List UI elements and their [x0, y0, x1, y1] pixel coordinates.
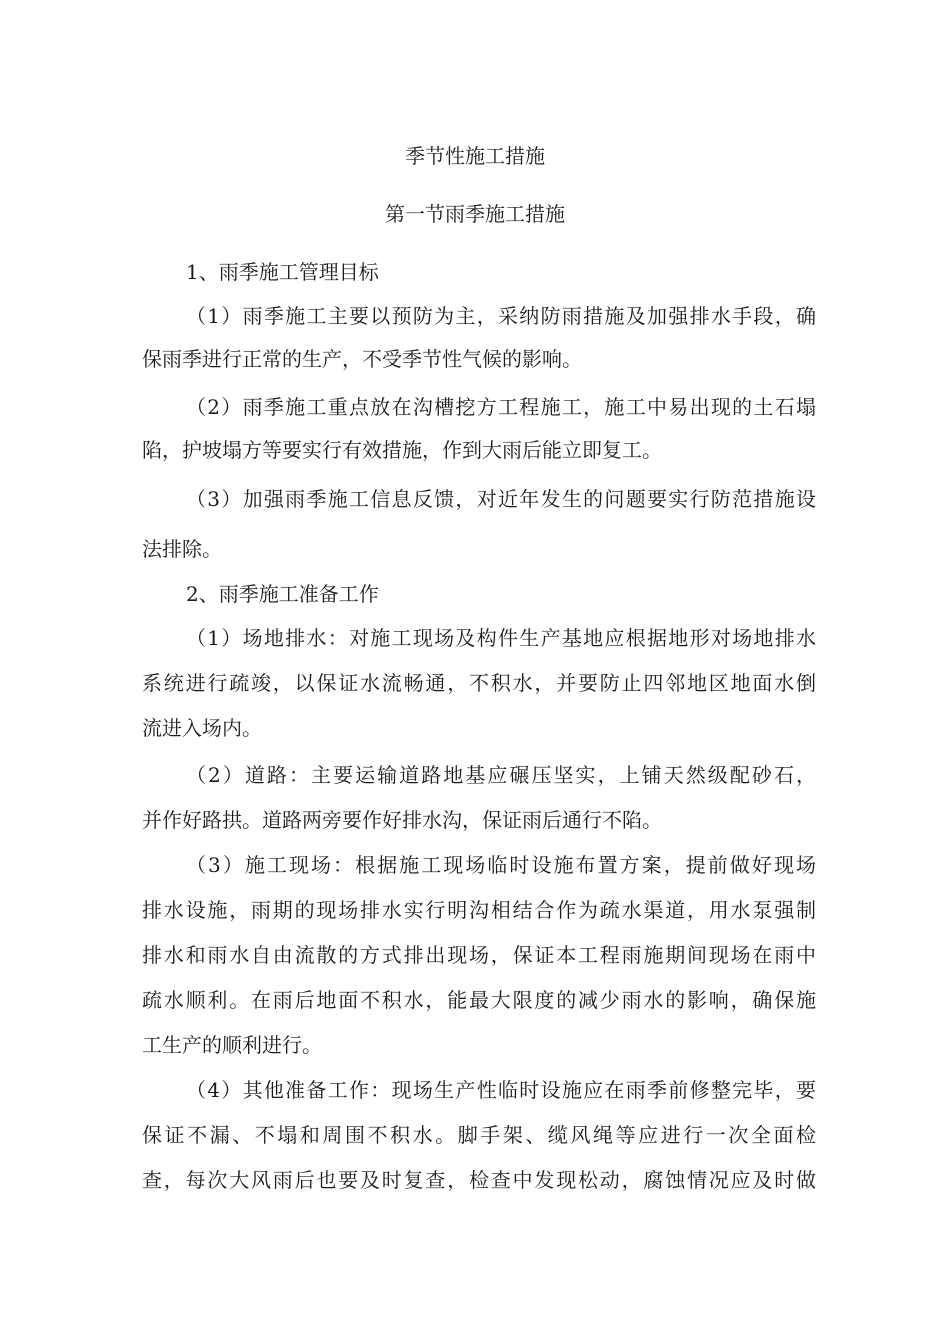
paragraph-line: （2）雨季施工重点放在沟槽挖方工程施工，施工中易出现的土石塌 [186, 395, 816, 419]
paragraph-line: 查，每次大风雨后也要及时复查，检查中发现松动，腐蚀情况应及时做 [142, 1168, 816, 1192]
paragraph-line: （4）其他准备工作：现场生产性临时设施应在雨季前修整完毕，要 [186, 1078, 816, 1102]
paragraph-line: 工生产的顺利进行。 [142, 1033, 322, 1057]
document-title: 季节性施工措施 [405, 144, 545, 168]
paragraph-line: 陷，护坡塌方等要实行有效措施，作到大雨后能立即复工。 [142, 438, 662, 462]
paragraph-line: 系统进行疏竣，以保证水流畅通，不积水，并要防止四邻地区地面水倒 [142, 671, 816, 695]
paragraph-line: 并作好路拱。道路两旁要作好排水沟，保证雨后通行不陷。 [142, 808, 662, 832]
heading-1: 1、雨季施工管理目标 [186, 260, 379, 284]
heading-2: 2、雨季施工准备工作 [186, 582, 379, 606]
paragraph-line: 排水设施，雨期的现场排水实行明沟相结合作为疏水渠道，用水泵强制 [142, 898, 816, 922]
paragraph-line: 保证不漏、不塌和周围不积水。脚手架、缆风绳等应进行一次全面检 [142, 1123, 816, 1147]
paragraph-line: 流进入场内。 [142, 716, 262, 740]
paragraph-line: （3）加强雨季施工信息反馈，对近年发生的问题要实行防范措施设 [186, 487, 816, 511]
paragraph-line: 疏水顺利。在雨后地面不积水，能最大限度的减少雨水的影响，确保施 [142, 988, 816, 1012]
paragraph-line: （3）施工现场：根据施工现场临时设施布置方案，提前做好现场 [186, 853, 816, 877]
paragraph-line: 排水和雨水自由流散的方式排出现场，保证本工程雨施期间现场在雨中 [142, 943, 816, 967]
section-title: 第一节雨季施工措施 [385, 202, 565, 226]
paragraph-line: 保雨季进行正常的生产，不受季节性气候的影响。 [142, 347, 582, 371]
paragraph-line: （1）雨季施工主要以预防为主，采纳防雨措施及加强排水手段，确 [186, 304, 816, 328]
paragraph-line: 法排除。 [142, 537, 222, 561]
paragraph-line: （2）道路：主要运输道路地基应碾压坚实，上铺天然级配砂石， [186, 763, 816, 787]
paragraph-line: （1）场地排水：对施工现场及构件生产基地应根据地形对场地排水 [186, 626, 816, 650]
